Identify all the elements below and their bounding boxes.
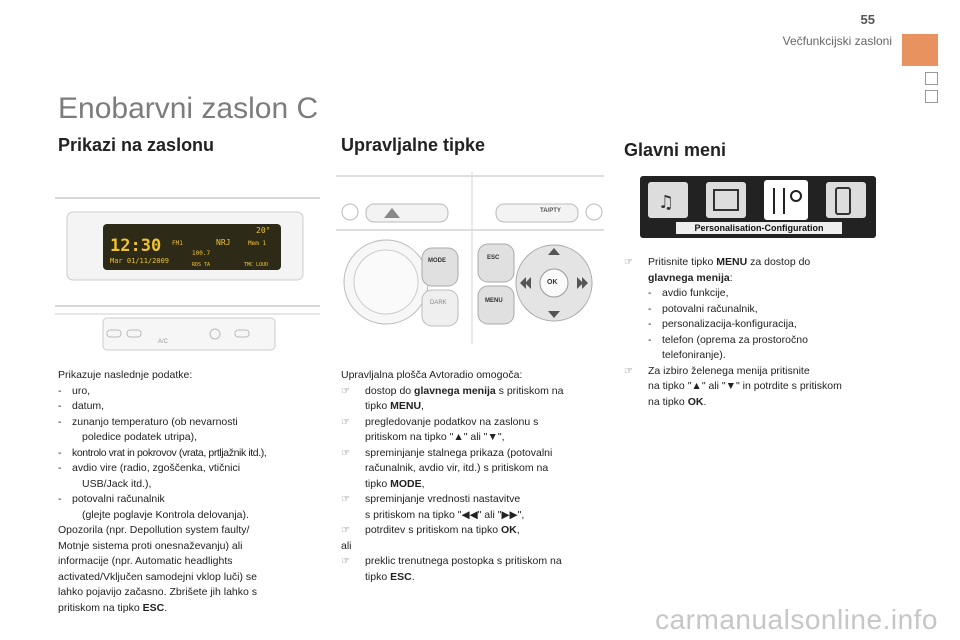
list-item: - potovalni računalnik [58, 492, 320, 508]
section-heading-display: Prikazi na zaslonu [58, 135, 215, 155]
ok-key-label: OK [547, 279, 558, 286]
list-item-cont: USB/Jack itd.), [82, 477, 152, 490]
bullet-item-cont: tipko ESC. [365, 570, 415, 583]
lcd-band: FM1 [172, 240, 183, 247]
list-item: - avdio vire (radio, zgoščenka, vtičnici [58, 461, 320, 477]
main-menu-screen [640, 176, 876, 238]
bullet-item: ☞ Pritisnite tipko MENU za dostop do [624, 255, 904, 271]
warning-paragraph: lahko pojavijo začasno. Zbrišete jih lahko s [58, 586, 258, 598]
bullet-item: ☞ preklic trenutnega postopka s pritiskom na [341, 554, 611, 570]
menu-icons [646, 180, 872, 222]
section-heading-controls: Upravljalne tipke [341, 135, 486, 155]
bullet-item-cont: glavnega menija: [648, 271, 733, 284]
chapter-title: Večfunkcijski zasloni [782, 34, 892, 48]
bullet-item: ☞ spreminjanje vrednosti nastavitve [341, 492, 611, 508]
section-heading-main-menu: Glavni meni [624, 140, 727, 160]
watermark: carmanualsonline.info [655, 604, 938, 635]
sub-item-cont: telefoniranje). [662, 349, 726, 361]
bullet-item: ☞ Za izbiro želenega menija pritisnite [624, 364, 904, 380]
list-item: - zunanjo temperaturo (ob nevarnosti [58, 415, 320, 431]
warning-paragraph: Opozorila (npr. Depollution system faulty/ [58, 524, 250, 536]
tab-marker [925, 72, 938, 85]
tab-marker [925, 90, 938, 103]
list-item-cont: poledice podatek utripa), [82, 431, 197, 443]
dashboard-display-illustration [55, 190, 320, 360]
lcd-memory: Mem 1 [248, 240, 267, 247]
bullet-item: ☞ spreminjanje stalnega prikaza (potovalni [341, 446, 611, 462]
lcd-rds: RDS TA [192, 262, 211, 268]
list-item-cont: (glejte poglavje Kontrola delovanja). [82, 508, 249, 521]
esc-key-label: ESC [487, 255, 500, 261]
main-menu-description [624, 255, 904, 410]
lcd-date: Mar 01/11/2009 [110, 257, 170, 265]
warning-paragraph: Motnje sistema proti onesnaževanju) ali [58, 539, 243, 552]
bullet-item: ☞ dostop do glavnega menija s pritiskom na [341, 384, 611, 400]
ta-pty-label: TA/PTY [540, 208, 561, 214]
bullet-item-cont: pritiskom na tipko "▲" ali "▼", [365, 431, 505, 443]
dark-key-label: DARK [430, 300, 447, 306]
controls-description [341, 368, 611, 585]
intro-text: Prikazuje naslednje podatke: [58, 369, 193, 381]
chapter-tab [902, 34, 938, 66]
list-item: - datum, [58, 399, 320, 415]
page-title: Enobarvni zaslon C [58, 92, 319, 125]
svg-text:♫: ♫ [658, 192, 675, 213]
lcd-tmc: TMC LOUD [244, 262, 269, 268]
bullet-item: ☞ potrditev s pritiskom na tipko OK, [341, 523, 611, 539]
bullet-item-cont: tipko MODE, [365, 477, 425, 490]
lcd-time: 12:30 [110, 236, 162, 256]
list-item: - uro, [58, 384, 320, 400]
sub-item: - telefon (oprema za prostoročno [648, 333, 904, 349]
warning-paragraph: informacije (npr. Automatic headlights [58, 555, 233, 567]
bullet-item: ☞ pregledovanje podatkov na zaslonu s [341, 415, 611, 431]
intro-text: Upravljalna plošča Avtoradio omogoča: [341, 369, 523, 381]
ac-button-label: A/C [158, 339, 169, 345]
sub-item: - personalizacija-konfiguracija, [648, 317, 904, 333]
lcd-frequency: 100.7 [192, 250, 211, 257]
list-item: - kontrolo vrat in pokrovov (vrata, prtljažnik itd.), [58, 446, 320, 462]
lcd-temperature: 20° [256, 226, 271, 235]
bullet-item-cont: na tipko OK. [648, 395, 707, 408]
menu-selected-label: Personalisation-Configuration [676, 222, 842, 234]
bullet-item-cont: tipko MENU, [365, 400, 424, 412]
menu-key-label: MENU [485, 298, 503, 304]
warning-paragraph: activated/Vključen samodejni vklop luči) se [58, 570, 258, 583]
sub-item: - avdio funkcije, [648, 286, 904, 302]
or-text: ali [341, 539, 352, 552]
warning-paragraph-end: pritiskom na tipko ESC. [58, 601, 168, 614]
bullet-item-cont: na tipko "▲" ali "▼" in potrdite s pritiskom [648, 380, 842, 392]
lcd-station: NRJ [216, 238, 231, 247]
sub-item: - potovalni računalnik, [648, 302, 904, 318]
control-panel-illustration [336, 172, 606, 344]
mode-key-label: MODE [428, 258, 446, 264]
display-description [58, 368, 320, 616]
page-number: 55 [860, 12, 875, 27]
bullet-item-cont: računalnik, avdio vir, itd.) s pritiskom na [365, 462, 549, 474]
bullet-item-cont: s pritiskom na tipko "◀◀" ali "▶▶", [365, 508, 525, 521]
